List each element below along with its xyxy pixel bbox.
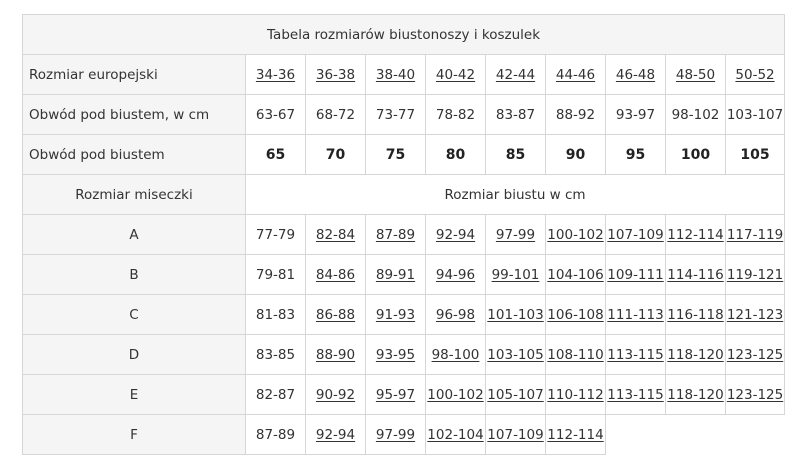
empty-cell [666, 415, 726, 455]
bust-size-cell: 110-112 [546, 375, 606, 415]
value-cell: 75 [366, 135, 426, 175]
bust-size-cell: 90-92 [306, 375, 366, 415]
bust-size-cell: 111-113 [606, 295, 666, 335]
bust-size-cell: 106-108 [546, 295, 606, 335]
value-cell: 42-44 [486, 55, 546, 95]
value-cell: 73-77 [366, 95, 426, 135]
underbust-cm-row [23, 95, 785, 135]
row-label: Obwód pod biustem [23, 135, 246, 175]
bust-size-cell: 100-102 [426, 375, 486, 415]
bust-size-cell: 123-125 [726, 335, 785, 375]
value-cell: 36-38 [306, 55, 366, 95]
bust-size-cell: 121-123 [726, 295, 785, 335]
bust-size-cell: 103-105 [486, 335, 546, 375]
cup-label: B [23, 255, 246, 295]
bust-size-cell: 96-98 [426, 295, 486, 335]
bust-size-cell: 119-121 [726, 255, 785, 295]
value-cell: 40-42 [426, 55, 486, 95]
bust-size-cell: 104-106 [546, 255, 606, 295]
bust-size-cell: 92-94 [306, 415, 366, 455]
value-cell: 88-92 [546, 95, 606, 135]
bust-size-cell: 107-109 [486, 415, 546, 455]
cup-label: E [23, 375, 246, 415]
cup-header-row [23, 175, 785, 215]
value-cell: 65 [246, 135, 306, 175]
bust-size-cell: 88-90 [306, 335, 366, 375]
bust-size-cell: 98-100 [426, 335, 486, 375]
bust-size-cell: 81-83 [246, 295, 306, 335]
value-cell: 48-50 [666, 55, 726, 95]
bust-size-cell: 79-81 [246, 255, 306, 295]
value-cell: 46-48 [606, 55, 666, 95]
size-chart-table [22, 14, 785, 455]
value-cell: 50-52 [726, 55, 785, 95]
value-cell: 90 [546, 135, 606, 175]
bust-size-cell: 105-107 [486, 375, 546, 415]
bust-size-cell: 77-79 [246, 215, 306, 255]
bust-size-cell: 113-115 [606, 375, 666, 415]
value-cell: 38-40 [366, 55, 426, 95]
bust-size-cell: 86-88 [306, 295, 366, 335]
cup-row [23, 375, 785, 415]
row-label: Rozmiar europejski [23, 55, 246, 95]
value-cell: 100 [666, 135, 726, 175]
cup-row [23, 335, 785, 375]
value-cell: 83-87 [486, 95, 546, 135]
value-cell: 44-46 [546, 55, 606, 95]
bust-size-cell: 101-103 [486, 295, 546, 335]
bust-size-cell: 114-116 [666, 255, 726, 295]
empty-cell [726, 415, 785, 455]
bust-size-cell: 116-118 [666, 295, 726, 335]
bust-size-cell: 112-114 [546, 415, 606, 455]
value-cell: 68-72 [306, 95, 366, 135]
bust-size-cell: 94-96 [426, 255, 486, 295]
bust-size-cell: 97-99 [366, 415, 426, 455]
table-title: Tabela rozmiarów biustonoszy i koszulek [23, 15, 785, 55]
cup-label: C [23, 295, 246, 335]
bust-size-cell: 93-95 [366, 335, 426, 375]
title-row [23, 15, 785, 55]
bust-size-cell: 100-102 [546, 215, 606, 255]
value-cell: 34-36 [246, 55, 306, 95]
cup-row [23, 215, 785, 255]
bust-size-cell: 95-97 [366, 375, 426, 415]
value-cell: 98-102 [666, 95, 726, 135]
bust-size-cell: 118-120 [666, 375, 726, 415]
bust-size-cell: 108-110 [546, 335, 606, 375]
bust-size-cell: 87-89 [246, 415, 306, 455]
value-cell: 103-107 [726, 95, 785, 135]
european-size-row [23, 55, 785, 95]
empty-cell [606, 415, 666, 455]
table-body [23, 15, 785, 455]
cup-row [23, 255, 785, 295]
bust-size-cell: 99-101 [486, 255, 546, 295]
bust-size-cell: 109-111 [606, 255, 666, 295]
value-cell: 93-97 [606, 95, 666, 135]
row-label: Obwód pod biustem, w cm [23, 95, 246, 135]
cup-size-header: Rozmiar miseczki [23, 175, 246, 215]
cup-label: D [23, 335, 246, 375]
bust-size-cell: 97-99 [486, 215, 546, 255]
bust-size-cell: 107-109 [606, 215, 666, 255]
bust-size-cell: 102-104 [426, 415, 486, 455]
bust-size-cell: 89-91 [366, 255, 426, 295]
bust-size-cell: 118-120 [666, 335, 726, 375]
bust-size-cell: 91-93 [366, 295, 426, 335]
value-cell: 105 [726, 135, 785, 175]
bust-size-cell: 112-114 [666, 215, 726, 255]
value-cell: 80 [426, 135, 486, 175]
value-cell: 63-67 [246, 95, 306, 135]
bust-size-cell: 87-89 [366, 215, 426, 255]
underbust-row [23, 135, 785, 175]
value-cell: 70 [306, 135, 366, 175]
bust-size-cell: 117-119 [726, 215, 785, 255]
bust-size-cell: 82-84 [306, 215, 366, 255]
value-cell: 78-82 [426, 95, 486, 135]
cup-label: F [23, 415, 246, 455]
bust-size-cell: 113-115 [606, 335, 666, 375]
bust-size-header: Rozmiar biustu w cm [246, 175, 785, 215]
bust-size-cell: 83-85 [246, 335, 306, 375]
cup-row [23, 295, 785, 335]
bust-size-cell: 82-87 [246, 375, 306, 415]
bust-size-cell: 123-125 [726, 375, 785, 415]
bust-size-cell: 92-94 [426, 215, 486, 255]
bust-size-cell: 84-86 [306, 255, 366, 295]
cup-label: A [23, 215, 246, 255]
cup-row [23, 415, 785, 455]
value-cell: 95 [606, 135, 666, 175]
value-cell: 85 [486, 135, 546, 175]
